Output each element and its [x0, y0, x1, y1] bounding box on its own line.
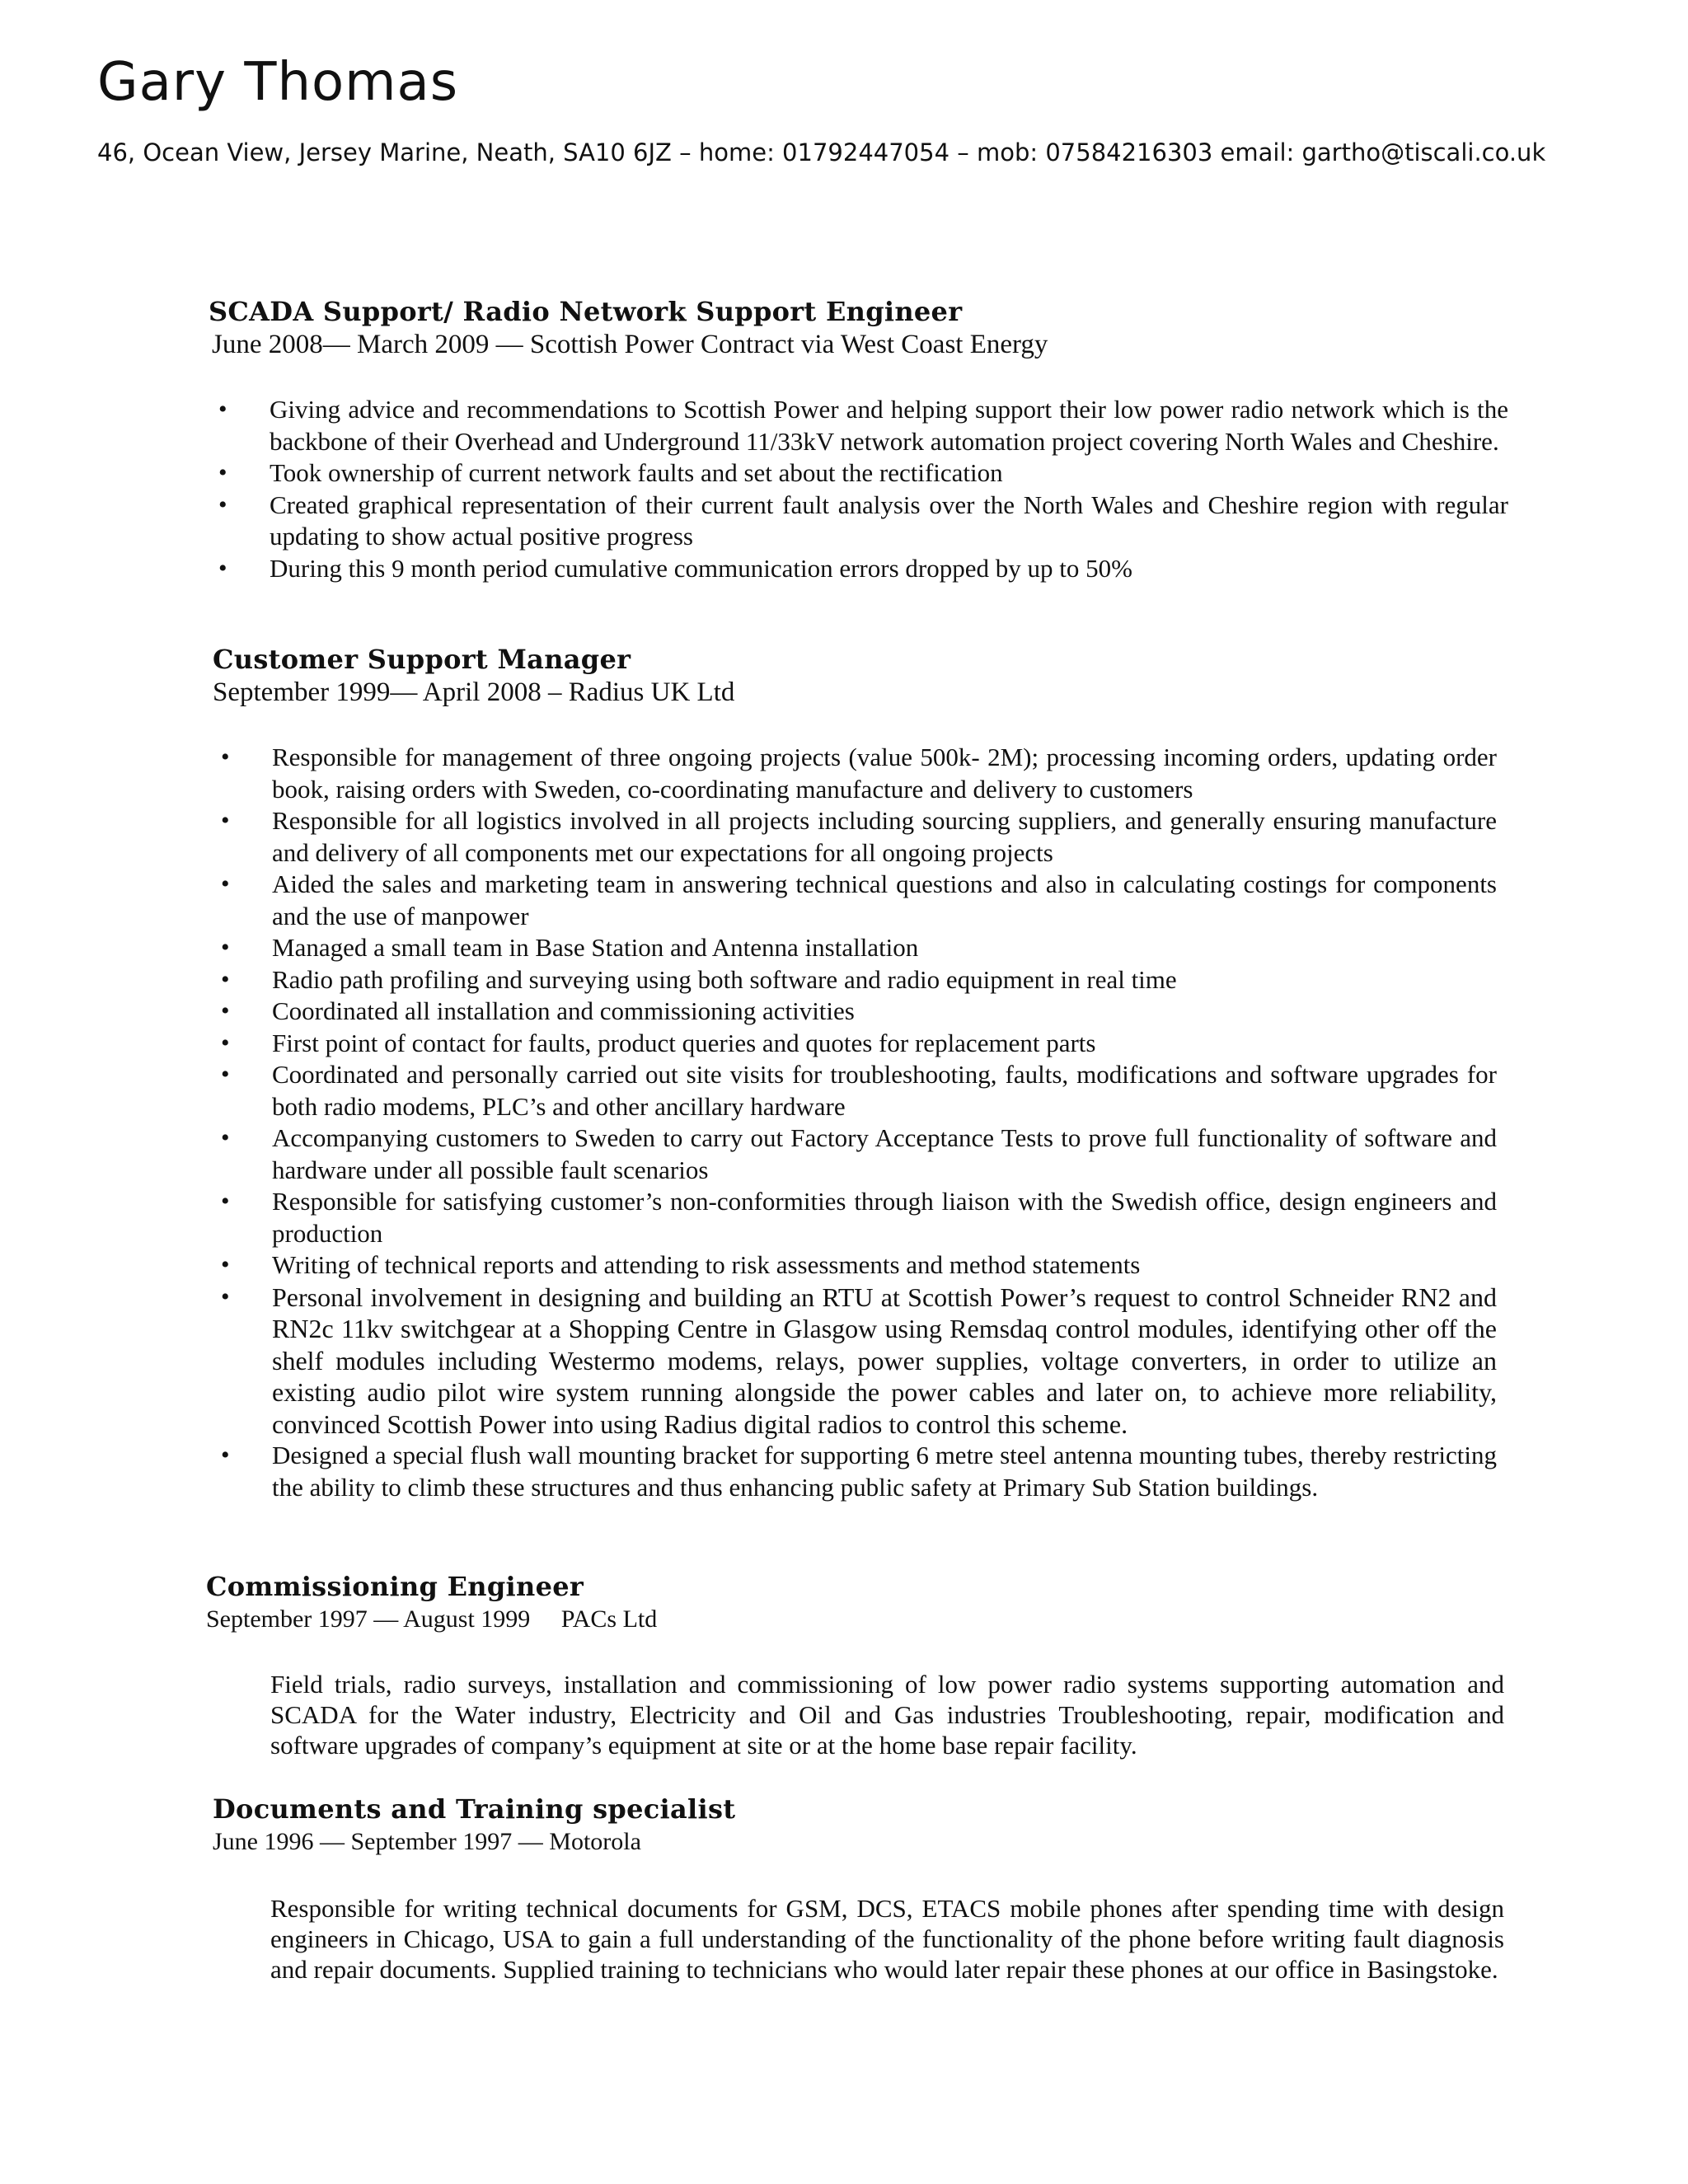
- list-item: • Radio path profiling and surveying using both software and radio equipment in real time: [221, 964, 1177, 994]
- job-commissioning-engineer: [206, 1570, 1504, 1760]
- list-item: • Created graphical representation of their current fault analysis over the North Wales and Cheshire region with regular updating to show actual positive progress: [218, 490, 1508, 551]
- candidate-name: Gary Thomas: [97, 52, 459, 113]
- list-item: • Coordinated and personally carried out site visits for troubleshooting, faults, modifications and software upgrades for both radio modems, PLC’s and other ancillary hardware: [221, 1060, 1497, 1121]
- list-item: • Writing of technical reports and attending to risk assessments and method statements: [221, 1250, 1141, 1279]
- list-item: • Giving advice and recommendations to Scottish Power and helping support their low power radio network which is the backbone of their Overhead and Underground 11/33kV network automation project covering North Wales and Cheshire.: [218, 395, 1508, 456]
- list-item: • Responsible for management of three ongoing projects (value 500k- 2M); processing incoming orders, updating order book, raising orders with Sweden, co-coordinating manufacture and delivery to customers: [221, 743, 1497, 804]
- job-title: Documents and Training specialist: [213, 1793, 736, 1825]
- job-dates: September 1999— April 2008 – Radius UK Ltd: [213, 677, 735, 707]
- job-dates: June 1996 — September 1997 — Motorola: [213, 1828, 641, 1855]
- job-dates: June 2008— March 2009 — Scottish Power Contract via West Coast Energy: [212, 330, 1048, 359]
- duties-list: [213, 742, 1497, 1503]
- job-title: Commissioning Engineer: [206, 1571, 584, 1602]
- list-item: • Designed a special flush wall mounting bracket for supporting 6 metre steel antenna mounting tubes, thereby restricting the ability to climb these structures and thus enhancing public safety at Primary Sub Station buildings.: [221, 1441, 1497, 1502]
- list-item: • Took ownership of current network faults and set about the rectification: [218, 458, 1003, 487]
- job-title: Customer Support Manager: [213, 644, 631, 675]
- job-description: Responsible for writing technical documents for GSM, DCS, ETACS mobile phones after spending time with design engineers in Chicago, USA to gain a full understanding of the functionality of the phone before writing fault diagnosis and repair documents. Supplied training to technicians who would later repair these phones at our office in Basingstoke.: [270, 1894, 1504, 1984]
- job-dates: September 1997 — August 1999 PACs Ltd: [206, 1605, 658, 1633]
- list-item: • Accompanying customers to Sweden to carry out Factory Acceptance Tests to prove full functionality of software and hardware under all possible fault scenarios: [221, 1123, 1497, 1184]
- contact-details: 46, Ocean View, Jersey Marine, Neath, SA10 6JZ – home: 01792447054 – mob: 07584216303 email: gartho@tiscali.co.uk: [97, 138, 1546, 166]
- list-item: • Responsible for all logistics involved in all projects including sourcing suppliers, and generally ensuring manufacture and delivery of all components met our expectations for all ongoing projects: [221, 806, 1497, 867]
- job-customer-support-manager: [213, 643, 1503, 1503]
- list-item: • Coordinated all installation and commissioning activities: [221, 996, 855, 1025]
- job-title: SCADA Support/ Radio Network Support Engineer: [209, 296, 963, 327]
- job-documents-training-specialist: [213, 1793, 1504, 1985]
- list-item: • Aided the sales and marketing team in answering technical questions and also in calculating costings for components and the use of manpower: [221, 869, 1497, 930]
- list-item: • Personal involvement in designing and building an RTU at Scottish Power’s request to control Schneider RN2 and RN2c 11kv switchgear at a Shopping Centre in Glasgow using Remsdaq control modules, identifying other off the shelf modules including Westermo modems, relays, power supplies, voltage converters, in order to utilize an existing audio pilot wire system running alongside the power cables and later on, to achieve more reliability, convinced Scottish Power into using Radius digital radios to control this scheme.: [221, 1282, 1497, 1439]
- job-scada-support: [209, 295, 1508, 584]
- job-description: Field trials, radio surveys, installation and commissioning of low power radio systems supporting automation and SCADA for the Water industry, Electricity and Oil and Gas industries Troubleshooting, repair, modification and software upgrades of company’s equipment at site or at the home base repair facility.: [270, 1670, 1504, 1760]
- list-item: • Responsible for satisfying customer’s non-conformities through liaison with the Swedish office, design engineers and production: [221, 1187, 1497, 1248]
- list-item: • During this 9 month period cumulative communication errors dropped by up to 50%: [218, 553, 1132, 583]
- duties-list: [209, 394, 1508, 584]
- list-item: • Managed a small team in Base Station and Antenna installation: [221, 933, 919, 962]
- list-item: • First point of contact for faults, product queries and quotes for replacement parts: [221, 1028, 1096, 1057]
